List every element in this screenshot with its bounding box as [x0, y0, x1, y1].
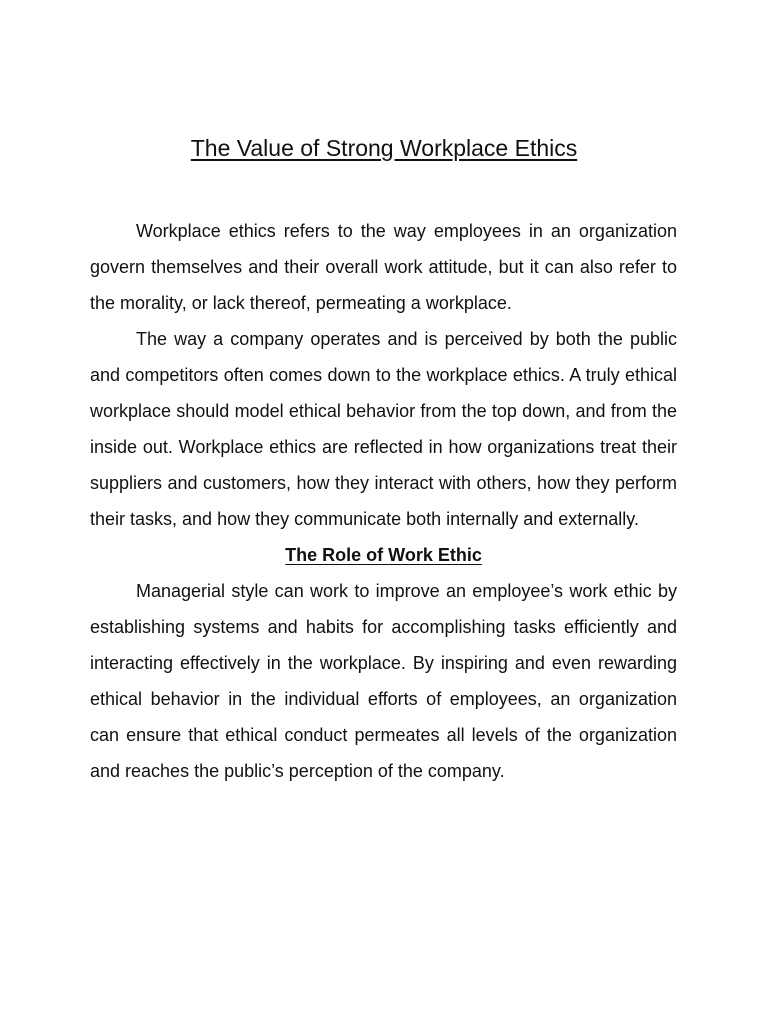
paragraph-company-operations: The way a company operates and is perceived by both the public and competitors often comes down to the workplace ethics. A truly ethical workplace should model ethical behavior from the top down, and from the inside out. Workplace ethics are reflected in how organizations treat their suppliers and customers, how they interact with others, how they perform their tasks, and how they communicate both internally and externally. [90, 329, 677, 529]
paragraph-managerial-style: Managerial style can work to improve an employee’s work ethic by establishing systems and habits for accomplishing tasks efficiently and interacting effectively in the workplace. By inspiring and even rewarding ethical behavior in the individual efforts of employees, an organization can ensure that ethical conduct permeates all levels of the organization and reaches the public’s perception of the company. [90, 581, 677, 781]
paragraph-intro: Workplace ethics refers to the way employees in an organization govern themselves and their overall work attitude, but it can also refer to the morality, or lack thereof, permeating a workplace. [90, 221, 677, 313]
document-body [90, 213, 677, 789]
document-title: The Value of Strong Workplace Ethics [190, 135, 578, 161]
section-heading: The Role of Work Ethic [285, 545, 482, 565]
